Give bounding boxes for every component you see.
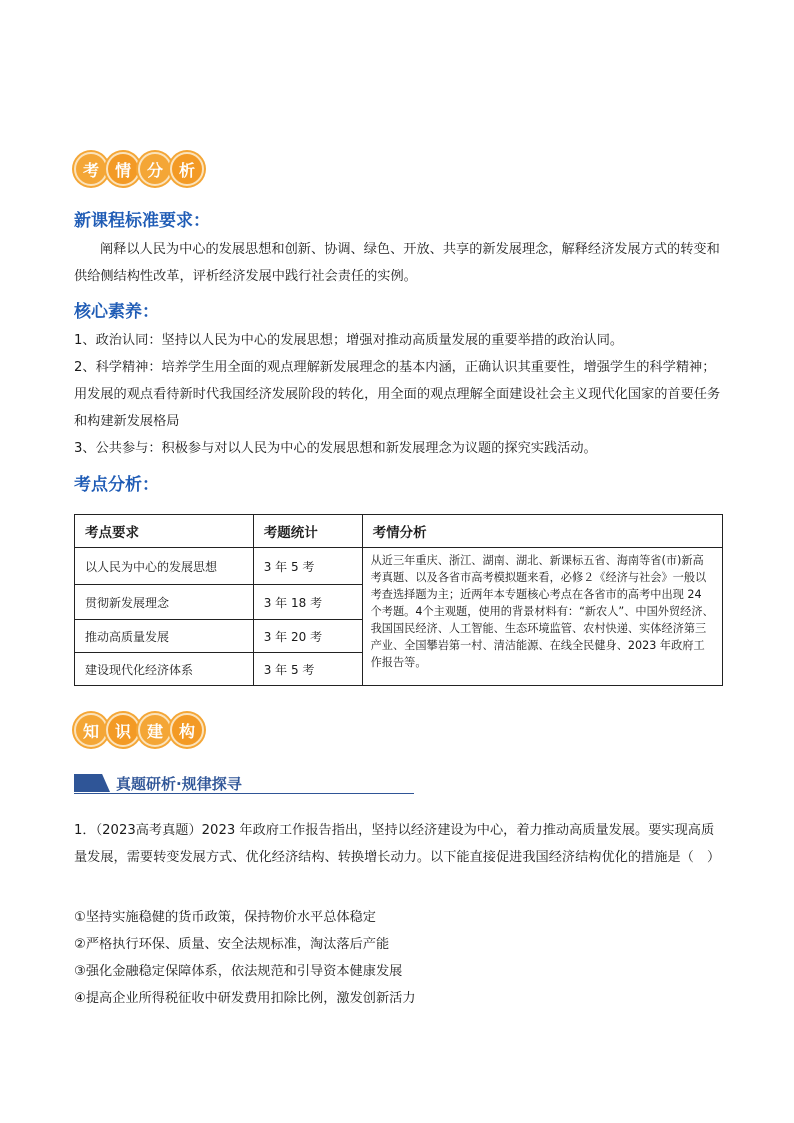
table-cell: 3 年 5 考 — [253, 548, 362, 585]
question-option: ①坚持实施稳健的货币政策，保持物价水平总体稳定 — [74, 910, 376, 925]
table-cell: 贯彻新发展理念 — [75, 585, 254, 620]
badge-char: 知 — [74, 713, 108, 747]
badge-char: 析 — [170, 152, 204, 186]
question-option: ②严格执行环保、质量、安全法规标准，淘汰落后产能 — [74, 937, 390, 952]
core-item-2: 2、科学精神：培养学生用全面的观点理解新发展理念的基本内涵，正确认识其重要性，增强学生的科学精神；用发展的观点看待新时代我国经济发展阶段的转化，用全面的观点理解全面建设社会主义现代化国家的首要任务和构建新发展格局 — [74, 360, 721, 429]
badge-char: 识 — [106, 713, 140, 747]
table-cell: 3 年 18 考 — [253, 585, 362, 620]
curriculum-heading: 新课程标准要求： — [74, 211, 210, 231]
table-row — [75, 548, 723, 585]
exam-heading: 考点分析： — [74, 475, 159, 495]
exam-table — [74, 514, 723, 686]
badge-char: 构 — [170, 713, 204, 747]
core-heading: 核心素养： — [74, 302, 159, 322]
badge-char: 考 — [74, 152, 108, 186]
badge-char: 建 — [138, 713, 172, 747]
core-item-1: 1、政治认同：坚持以人民为中心的发展思想；增强对推动高质量发展的重要举措的政治认同。 — [74, 333, 624, 348]
analysis-cell: 从近三年重庆、浙江、湖南、湖北、新课标五省、海南等省(市)新高考真题、以及各省市高考模拟题来看，必修２《经济与社会》一般以考查选择题为主；近两年本专题核心考点在各省市的高考中出现 24 个考题。4个主观题，使用的背景材料有：“新农人”、中国外贸经济、我国国民经济、人工智能、生态环境监管、农村快递、实体经济第三产业、全国攀岩第一村、清洁能源、在线全民健身、2023 年政府工作报告等。 — [362, 548, 722, 686]
table-header: 考点要求 — [75, 515, 254, 548]
table-cell: 建设现代化经济体系 — [75, 653, 254, 686]
table-cell: 以人民为中心的发展思想 — [75, 548, 254, 585]
badge-char: 分 — [138, 152, 172, 186]
table-cell: 推动高质量发展 — [75, 620, 254, 653]
banner-title: 真题研析·规律探寻 — [116, 774, 242, 793]
table-cell: 3 年 20 考 — [253, 620, 362, 653]
table-header-row — [75, 515, 723, 548]
question-option: ④提高企业所得税征收中研发费用扣除比例，激发创新活力 — [74, 991, 416, 1006]
banner-triangle-icon — [74, 774, 110, 792]
table-header: 考题统计 — [253, 515, 362, 548]
section-banner — [74, 773, 414, 794]
section-badge-kaoqing — [74, 150, 202, 188]
badge-char: 情 — [106, 152, 140, 186]
question-stem: 1．（2023高考真题）2023 年政府工作报告指出，坚持以经济建设为中心，着力推动高质量发展。要实现高质量发展，需要转变发展方式、优化经济结构、转换增长动力。以下能直接促进我国经济结构优化的措施是（ ） — [74, 823, 721, 865]
core-item-3: 3、公共参与：积极参与对以人民为中心的发展思想和新发展理念为议题的探究实践活动。 — [74, 441, 597, 456]
table-header: 考情分析 — [362, 515, 722, 548]
question-option: ③强化金融稳定保障体系，依法规范和引导资本健康发展 — [74, 964, 403, 979]
table-cell: 3 年 5 考 — [253, 653, 362, 686]
curriculum-text: 阐释以人民为中心的发展思想和创新、协调、绿色、开放、共享的新发展理念，解释经济发展方式的转变和供给侧结构性改革，评析经济发展中践行社会责任的实例。 — [74, 242, 720, 284]
section-badge-zhishi — [74, 711, 202, 749]
